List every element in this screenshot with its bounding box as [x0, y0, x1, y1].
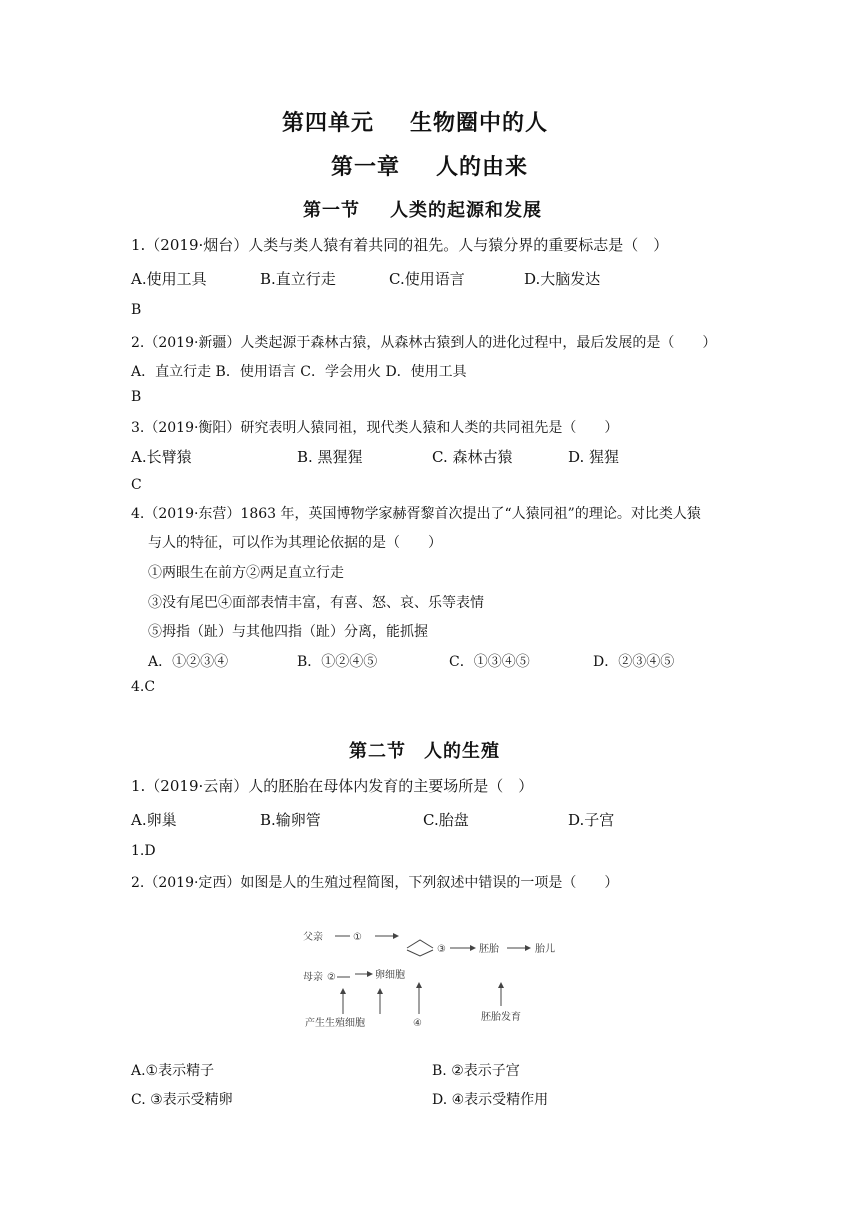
s1-q4-stem-line1: 4.（2019·东营）1863 年，英国博物学家赫胥黎首次提出了“人猿同祖”的理论。对比类人猿: [131, 506, 701, 522]
chapter-title: [331, 150, 528, 181]
s1-q3-option-c: C. 森林古猿: [432, 448, 513, 466]
s2-q1-option-c: C.胎盘: [423, 811, 469, 829]
fig-label-produce: 产生生殖细胞: [305, 1018, 365, 1029]
fig-label-fetus: 胎儿: [535, 944, 555, 955]
section2-title-name: 人的生殖: [424, 741, 500, 762]
s1-q4-option-a: A．①②③④: [148, 654, 229, 670]
fig-label-embryo: 胚胎: [479, 944, 499, 955]
s1-q4-option-b: B．①②④⑤: [297, 654, 378, 670]
s1-q1-stem: 1.（2019·烟台）人类与类人猿有着共同的祖先。人与猿分界的重要标志是（ ）: [131, 236, 669, 254]
fig-label-egg: 卵细胞: [375, 970, 405, 981]
s1-q3-option-a: A.长臂猿: [131, 448, 192, 466]
s2-q1-option-a: A.卵巢: [131, 811, 177, 829]
s1-q4-option-d: D．②③④⑤: [593, 654, 675, 670]
reproduction-process-figure: [295, 922, 565, 1032]
section2-title-number: 第二节: [349, 741, 406, 762]
fig-label-4: ④: [413, 1018, 422, 1029]
s1-q1-option-c: C.使用语言: [389, 270, 465, 288]
fig-label-2: ②: [327, 972, 336, 983]
section2-title: [349, 737, 500, 763]
s1-q4-item2: ③没有尾巴④面部表情丰富，有喜、怒、哀、乐等表情: [148, 595, 484, 611]
s2-q1-answer: 1.D: [131, 843, 156, 859]
unit-title-name: 生物圈中的人: [410, 111, 549, 136]
s1-q1-option-b: B.直立行走: [260, 270, 336, 288]
s1-q4-item1: ①两眼生在前方②两足直立行走: [148, 565, 344, 581]
s2-q2-option-a: A.①表示精子: [131, 1063, 215, 1079]
unit-title: [282, 106, 548, 137]
unit-title-number: 第四单元: [282, 111, 375, 136]
s1-q3-answer: C: [131, 477, 142, 493]
s1-q1-option-d: D.大脑发达: [524, 270, 601, 288]
section1-title: [303, 196, 542, 222]
s1-q2-stem: 2.（2019·新疆）人类起源于森林古猿，从森林古猿到人的进化过程中，最后发展的是（ ）: [131, 335, 717, 351]
section1-title-number: 第一节: [303, 200, 360, 221]
fig-label-1: ①: [353, 932, 362, 943]
s1-q1-answer: B: [131, 302, 142, 318]
s1-q4-item3: ⑤拇指（趾）与其他四指（趾）分离，能抓握: [148, 624, 428, 640]
section1-title-name: 人类的起源和发展: [390, 200, 542, 221]
s1-q4-option-c: C．①③④⑤: [449, 654, 530, 670]
s1-q2-options: A．直立行走 B．使用语言 C．学会用火 D．使用工具: [131, 364, 467, 380]
s2-q2-option-c: C. ③表示受精卵: [131, 1092, 233, 1108]
s1-q1-option-a: A.使用工具: [131, 270, 207, 288]
chapter-title-number: 第一章: [331, 155, 401, 180]
s2-q1-option-b: B.输卵管: [260, 811, 321, 829]
fig-label-father: 父亲: [303, 932, 323, 943]
s2-q1-stem: 1.（2019·云南）人的胚胎在母体内发育的主要场所是（ ）: [131, 777, 534, 795]
s1-q3-stem: 3.（2019·衡阳）研究表明人猿同祖，现代类人猿和人类的共同祖先是（ ）: [131, 420, 619, 436]
s1-q3-option-d: D. 猩猩: [568, 448, 620, 466]
s2-q1-option-d: D.子宫: [568, 811, 615, 829]
fig-label-3: ③: [437, 944, 446, 955]
s2-q2-option-d: D. ④表示受精作用: [432, 1092, 549, 1108]
s2-q2-stem: 2.（2019·定西）如图是人的生殖过程简图，下列叙述中错误的一项是（ ）: [131, 875, 619, 891]
fig-label-mother: 母亲: [303, 972, 323, 983]
s2-q2-option-b: B. ②表示子宫: [432, 1063, 520, 1079]
chapter-title-name: 人的由来: [436, 155, 529, 180]
fig-label-dev: 胚胎发育: [481, 1012, 521, 1023]
s1-q4-answer: 4.C: [131, 679, 156, 695]
s1-q4-stem-line2: 与人的特征，可以作为其理论依据的是（ ）: [148, 535, 442, 551]
s1-q3-option-b: B. 黑猩猩: [297, 448, 363, 466]
s1-q2-answer: B: [131, 389, 142, 405]
